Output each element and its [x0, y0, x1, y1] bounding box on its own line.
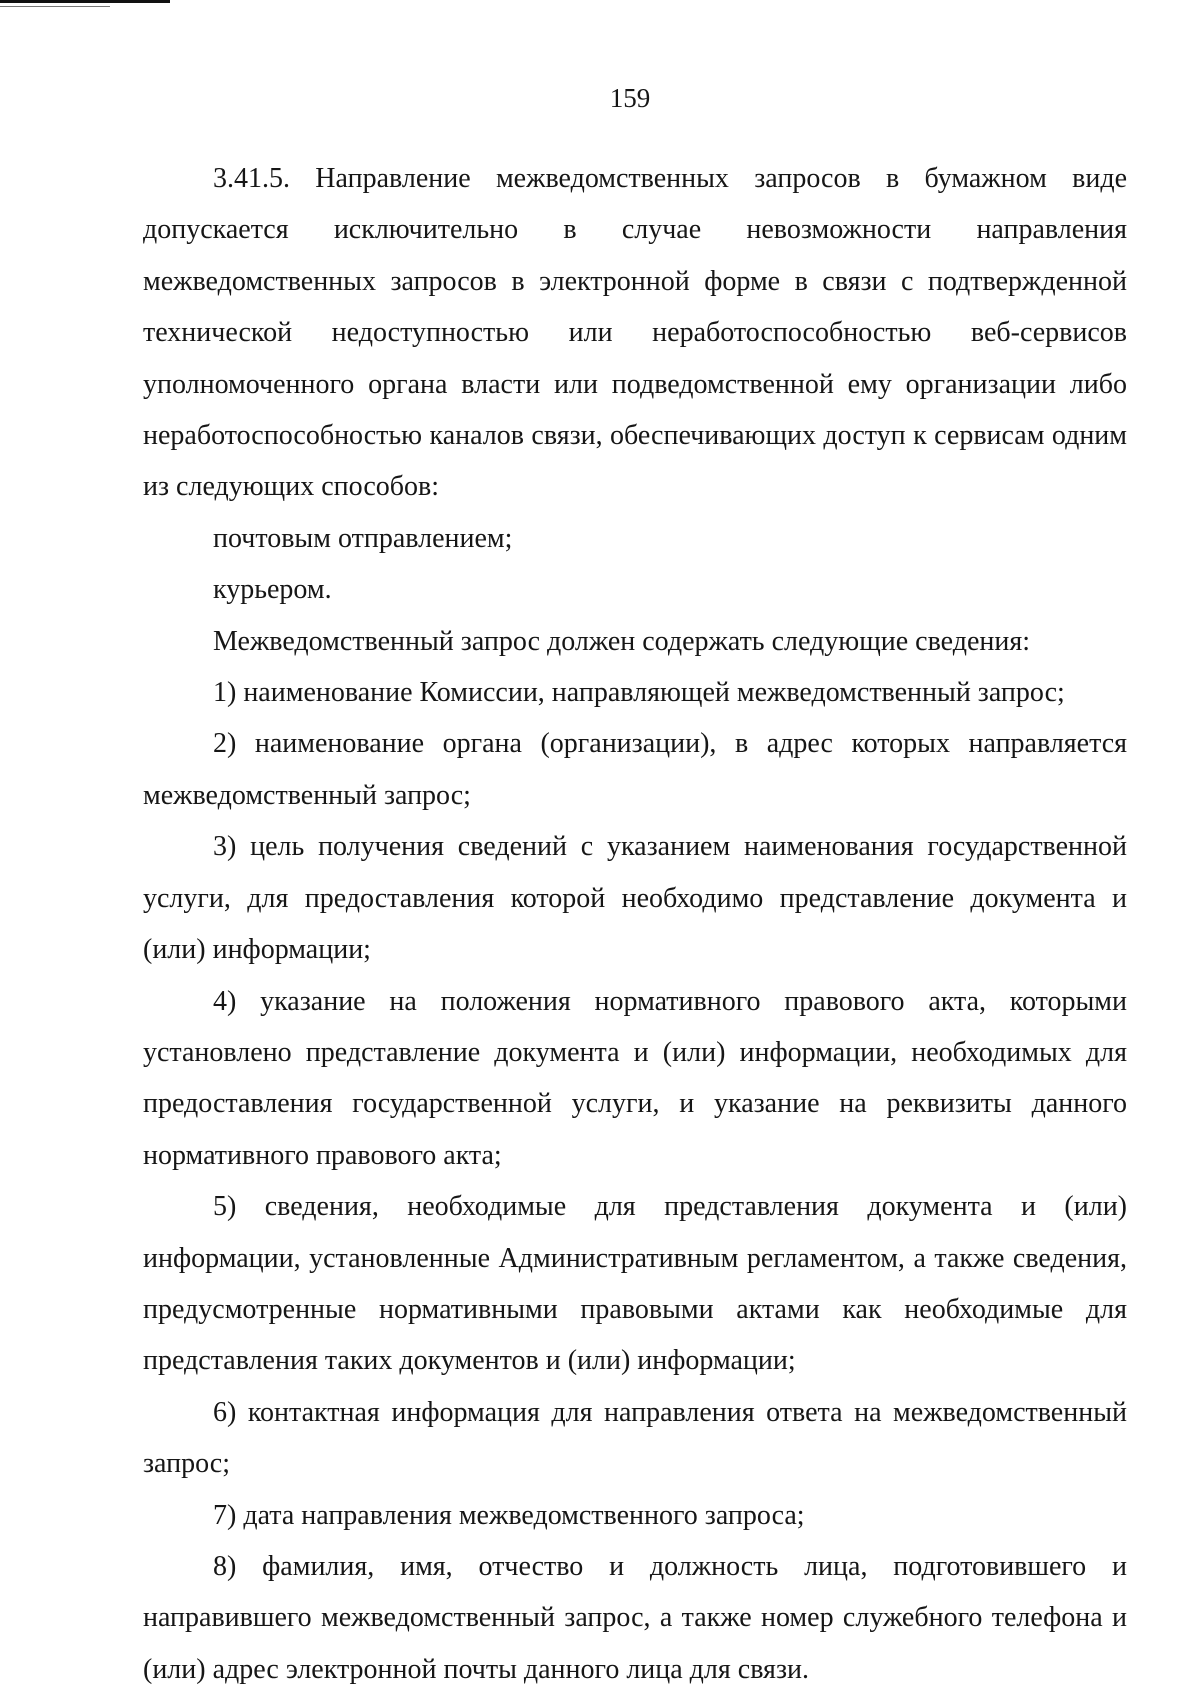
paragraph-3-41-5: 3.41.5. Направление межведомственных запросов в бумажном виде допускается исключительно в случае невозможности направления межведомственных запросов в электронной форме в связи с подтвержденной технической недоступностью или неработоспособностью веб-сервисов уполномоченного органа власти или подведомственной ему организации либо неработоспособностью каналов связи, обеспечивающих доступ к сервисам одним из следующих способов: [143, 163, 1127, 503]
document-body [143, 153, 1127, 1695]
list-item-4: 4) указание на положения нормативного правового акта, которыми установлено представление документа и (или) информации, необходимых для предоставления государственной услуги, и указание на реквизиты данного нормативного правового акта; [143, 985, 1127, 1171]
list-item-1: 1) наименование Комиссии, направляющей межведомственный запрос; [213, 677, 1065, 709]
scan-edge-mark [0, 0, 170, 3]
list-item-5: 5) сведения, необходимые для представления документа и (или) информации, установленные Административным регламентом, а также сведения, предусмотренные нормативными правовыми актами как необходимые для представления таких документов и (или) информации; [143, 1191, 1127, 1377]
list-item-8: 8) фамилия, имя, отчество и должность лица, подготовившего и направившего межведомственный запрос, а также номер служебного телефона и (или) адрес электронной почты данного лица для связи. [143, 1550, 1127, 1685]
list-item-2: 2) наименование органа (организации), в адрес которых направляется межведомственный запрос; [143, 728, 1127, 811]
list-item-6: 6) контактная информация для направления ответа на межведомственный запрос; [143, 1396, 1127, 1480]
paragraph-method-post: почтовым отправлением; [213, 522, 513, 554]
paragraph-request-contents-intro: Межведомственный запрос должен содержать следующие сведения: [213, 625, 1031, 657]
list-item-3: 3) цель получения сведений с указанием наименования государственной услуги, для предоставления которой необходимо представление документа и (или) информации; [143, 831, 1127, 966]
page-number: 159 [609, 83, 651, 113]
paragraph-method-courier: курьером. [213, 574, 332, 606]
scan-edge-mark-thin [0, 6, 110, 7]
list-item-7: 7) дата направления межведомственного запроса; [213, 1499, 805, 1531]
